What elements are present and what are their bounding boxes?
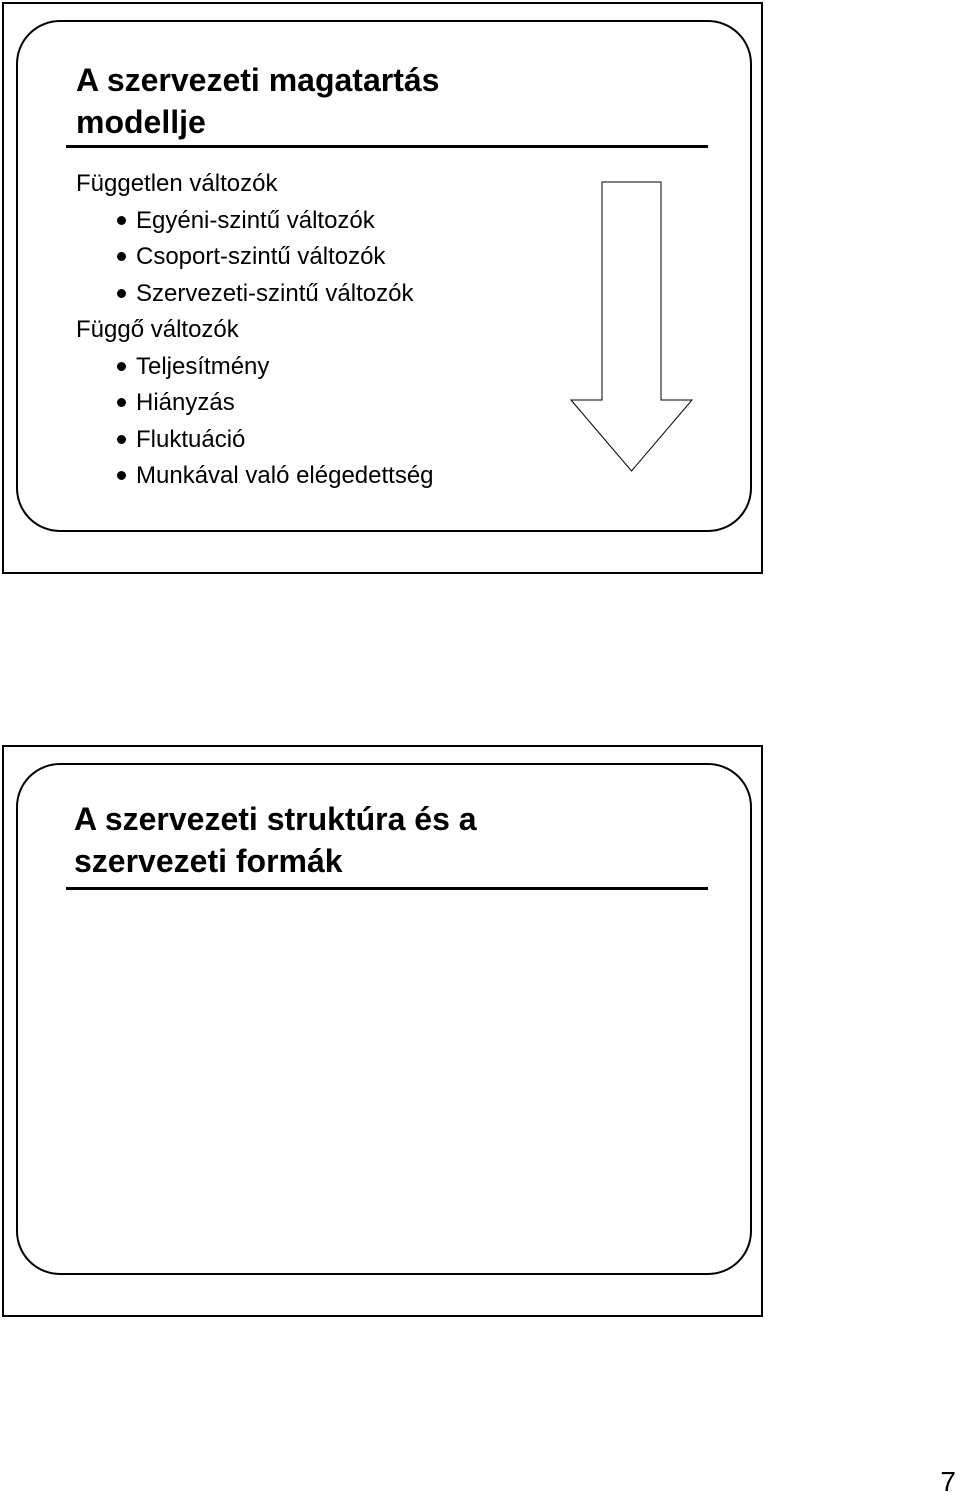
slide-2-title-line-2: szervezeti formák [74,843,343,879]
bullet-icon [117,216,126,225]
slide-1-title-line-1: A szervezeti magatartás [76,62,440,98]
page-number: 7 [940,1466,956,1497]
bullet-icon [117,471,126,480]
slide-2-title-rule [66,887,708,890]
slide-1-title [76,59,439,143]
slide-1-title-rule [66,145,708,148]
list-item: Hiányzás [76,385,434,422]
slide-1-body [76,166,434,495]
bullet-icon [117,362,126,371]
slide-2-title-line-1: A szervezeti struktúra és a [74,801,477,837]
list-item: Csoport-szintű változók [76,239,434,276]
independent-variables-heading: Független változók [76,170,278,197]
slide-1 [2,2,763,574]
bullet-icon [117,252,126,261]
list-item: Teljesítmény [76,349,434,386]
dependent-variables-heading: Függő változók [76,316,239,343]
down-arrow-icon [570,181,694,473]
slide-1-title-line-2: modellje [76,104,206,140]
bullet-icon [117,289,126,298]
list-item: Szervezeti-szintű változók [76,276,434,313]
slide-2 [2,745,763,1317]
bullet-icon [117,435,126,444]
slide-2-title [74,798,477,882]
list-item: Munkával való elégedettség [76,458,434,495]
list-item: Fluktuáció [76,422,434,459]
list-item: Egyéni-szintű változók [76,203,434,240]
bullet-icon [117,398,126,407]
